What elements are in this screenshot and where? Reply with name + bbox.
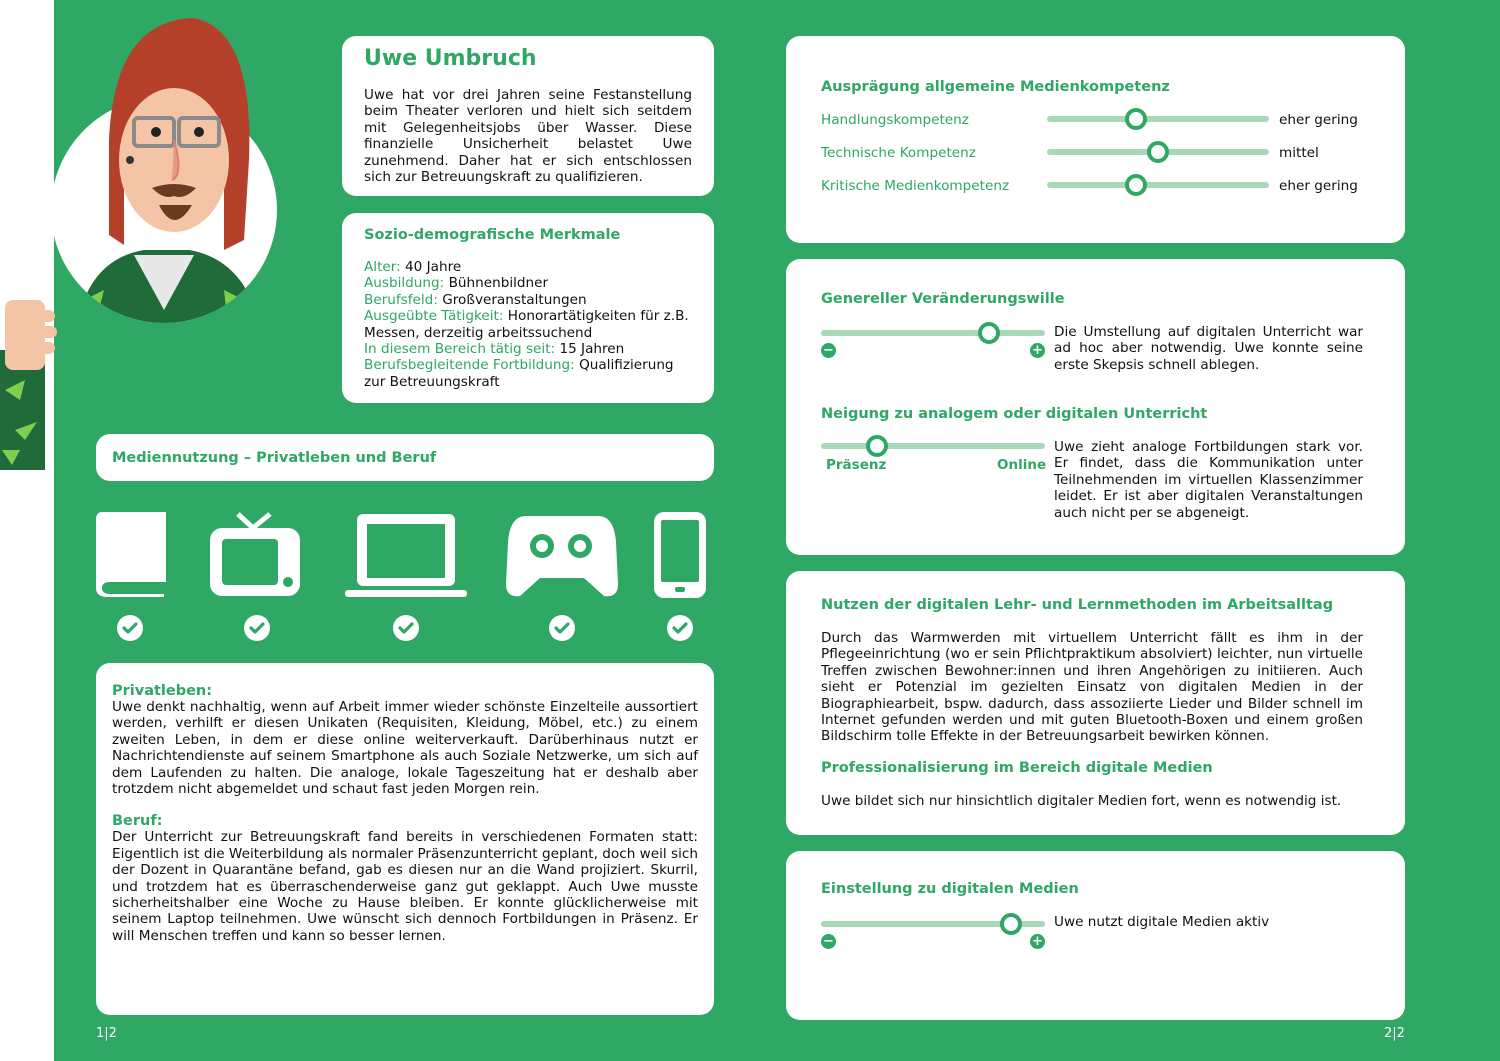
competence-value: eher gering	[1279, 112, 1358, 128]
change-knob	[978, 322, 1000, 344]
slider-label-left: Präsenz	[826, 457, 887, 473]
demographics-item	[364, 259, 692, 275]
competence-slider	[1047, 116, 1269, 122]
demographics-item	[364, 292, 692, 308]
demo-label: In diesem Bereich tätig seit:	[364, 341, 556, 358]
demographics-item	[364, 341, 692, 357]
competence-label: Kritische Medienkompetenz	[821, 178, 1010, 194]
check-icon	[667, 615, 693, 641]
methods-card	[786, 571, 1405, 835]
competence-knob	[1125, 108, 1147, 130]
demographics-item	[364, 275, 692, 291]
change-title: Genereller Veränderungswille	[821, 291, 1065, 307]
change-slider	[821, 330, 1045, 336]
demo-value: 15 Jahren	[559, 341, 625, 358]
plus-icon: +	[1030, 934, 1045, 949]
demo-value: 40 Jahre	[405, 259, 462, 275]
media-usage-header	[96, 434, 714, 481]
demo-label: Ausbildung:	[364, 275, 445, 292]
digital-attitude-title: Einstellung zu digitalen Medien	[821, 881, 1079, 897]
competence-label: Technische Kompetenz	[821, 145, 976, 161]
competence-card	[786, 36, 1405, 243]
job-title: Beruf:	[112, 813, 163, 830]
demo-value: Großveranstaltungen	[442, 291, 587, 308]
media-usage-title: Mediennutzung – Privatleben und Beruf	[112, 450, 437, 466]
competence-label: Handlungskompetenz	[821, 112, 969, 128]
demo-value: Bühnenbildner	[448, 275, 549, 292]
tv-icon	[208, 512, 302, 598]
competence-slider	[1047, 149, 1269, 155]
competence-title: Ausprägung allgemeine Medienkompetenz	[821, 79, 1170, 95]
private-job-card	[96, 663, 714, 1015]
competence-slider	[1047, 182, 1269, 188]
book-icon	[96, 512, 166, 597]
demographics-card	[342, 213, 714, 403]
intro-card	[342, 36, 714, 196]
professionalization-title: Professionalisierung im Bereich digitale Medien	[821, 759, 1213, 776]
demographics-title: Sozio-demografische Merkmale	[364, 227, 621, 243]
slider-label-right: Online	[997, 457, 1047, 473]
digital-attitude-card	[786, 851, 1405, 1020]
digital-attitude-text: Uwe nutzt digitale Medien aktiv	[1054, 914, 1270, 930]
attitude-change-card	[786, 259, 1405, 555]
professionalization-text: Uwe bildet sich nur hinsichtlich digitaler Medien fort, wenn es notwendig ist.	[821, 792, 1342, 809]
digital-attitude-knob	[1000, 913, 1022, 935]
smartphone-icon	[654, 512, 706, 598]
minus-icon: −	[821, 934, 836, 949]
page-number-right: 2|2	[1384, 1026, 1405, 1041]
methods-text: Durch das Warmwerden mit virtuellem Unterricht fällt es ihm in der Pflegeeinrichtung (wo er sein Pflichtpraktikum absolviert) leichter, nun virtuelle Treffen zwischen Bewohner:innen und ihren Angehörigen zu initiieren. Auch sieht er Potenzial im gezielten Einsatz von digitalen Medien in der Biographiearbeit, bspw. dadurch, dass assoziierte Lieder und Bilder schnell im Internet gefunden werden und mit guten Bluetooth-Boxen und einem großen Bildschirm tolle Effekte in der Betreuungsarbeit bewirken können.	[821, 630, 1363, 745]
demo-value: Honorartätigkeiten für z.B. Messen, derzeitig arbeitssuchend	[364, 308, 689, 341]
gamepad-icon	[506, 512, 618, 598]
page-background	[54, 0, 1500, 1061]
check-icon	[393, 615, 419, 641]
analog-digital-slider	[821, 443, 1045, 449]
persona-intro: Uwe hat vor drei Jahren seine Festanstellung beim Theater verloren und hielt sich seitdem mit Gelegenheitsjobs über Wasser. Diese finanzielle Unsicherheit belastet Uwe zunehmend. Daher hat er sich entschlossen sich zur Betreuungskraft zu qualifizieren.	[364, 87, 692, 186]
check-icon	[244, 615, 270, 641]
analog-digital-text: Uwe zieht analoge Fortbildungen stark vor. Er findet, dass die Kommunikation unter Teilnehmenden im virtuellen Klassenzimmer leidet. Er ist aber digitalen Veranstaltungen auch nicht per se abgeneigt.	[1054, 439, 1363, 521]
demo-label: Alter:	[364, 259, 401, 275]
plus-icon: +	[1030, 343, 1045, 358]
job-text: Der Unterricht zur Betreuungskraft fand bereits in verschiedenen Formaten statt: Eigentlich ist die Weiterbildung als normaler Präsenzunterricht geplant, doch weil sich der Dozent in Quarantäne befand, gab es diesen nur an die Wand projiziert. Skurril, und trotzdem hat es überraschenderweise ganz gut geklappt. Auch Uwe musste sicherheitshalber eine Woche zu Hause bleiben. Er konnte glücklicherweise mit seinem Laptop teilnehmen. Uwe wünscht sich dennoch Fortbildungen in Präsenz. Er will Menschen treffen und kann so besser lernen.	[112, 829, 698, 944]
demographics-list	[364, 259, 692, 390]
persona-name: Uwe Umbruch	[364, 46, 537, 71]
page-number-left: 1|2	[96, 1026, 117, 1041]
analog-digital-title: Neigung zu analogem oder digitalen Unterricht	[821, 406, 1208, 422]
demo-label: Ausgeübte Tätigkeit:	[364, 308, 504, 325]
private-title: Privatleben:	[112, 683, 213, 699]
demographics-item	[364, 357, 692, 390]
check-icon	[117, 615, 143, 641]
competence-knob	[1125, 174, 1147, 196]
laptop-icon	[345, 512, 467, 598]
hand-illustration	[0, 300, 100, 470]
private-text: Uwe denkt nachhaltig, wenn auf Arbeit immer wieder schönste Einzelteile aussortiert werden, verhilft er diesen Unikaten (Requisiten, Kleidung, Möbel, etc.) zu einem zweiten Leben, in dem er diese online weiterverkauft. Darüberhinaus nutzt er Nachrichtendienste auf seinem Smartphone als auch Soziale Netzwerke, um sich auf dem Laufenden zu halten. Die analoge, lokale Tageszeitung hat er deshalb aber trotzdem nicht abgemeldet und schaut fast jeden Morgen rein.	[112, 699, 698, 798]
digital-attitude-slider	[821, 921, 1045, 927]
demographics-item	[364, 308, 692, 341]
competence-knob	[1147, 141, 1169, 163]
demo-value: Qualifizierung zur Betreuungskraft	[364, 357, 674, 390]
check-icon	[549, 615, 575, 641]
demo-label: Berufsbegleitende Fortbildung:	[364, 357, 575, 374]
change-text: Die Umstellung auf digitalen Unterricht war ad hoc aber notwendig. Uwe konnte seine erste Skepsis schnell ablegen.	[1054, 324, 1363, 373]
competence-value: mittel	[1279, 145, 1319, 161]
demo-label: Berufsfeld:	[364, 291, 438, 308]
minus-icon: −	[821, 343, 836, 358]
analog-digital-knob	[866, 435, 888, 457]
methods-title: Nutzen der digitalen Lehr- und Lernmethoden im Arbeitsalltag	[821, 597, 1334, 613]
competence-value: eher gering	[1279, 178, 1358, 194]
